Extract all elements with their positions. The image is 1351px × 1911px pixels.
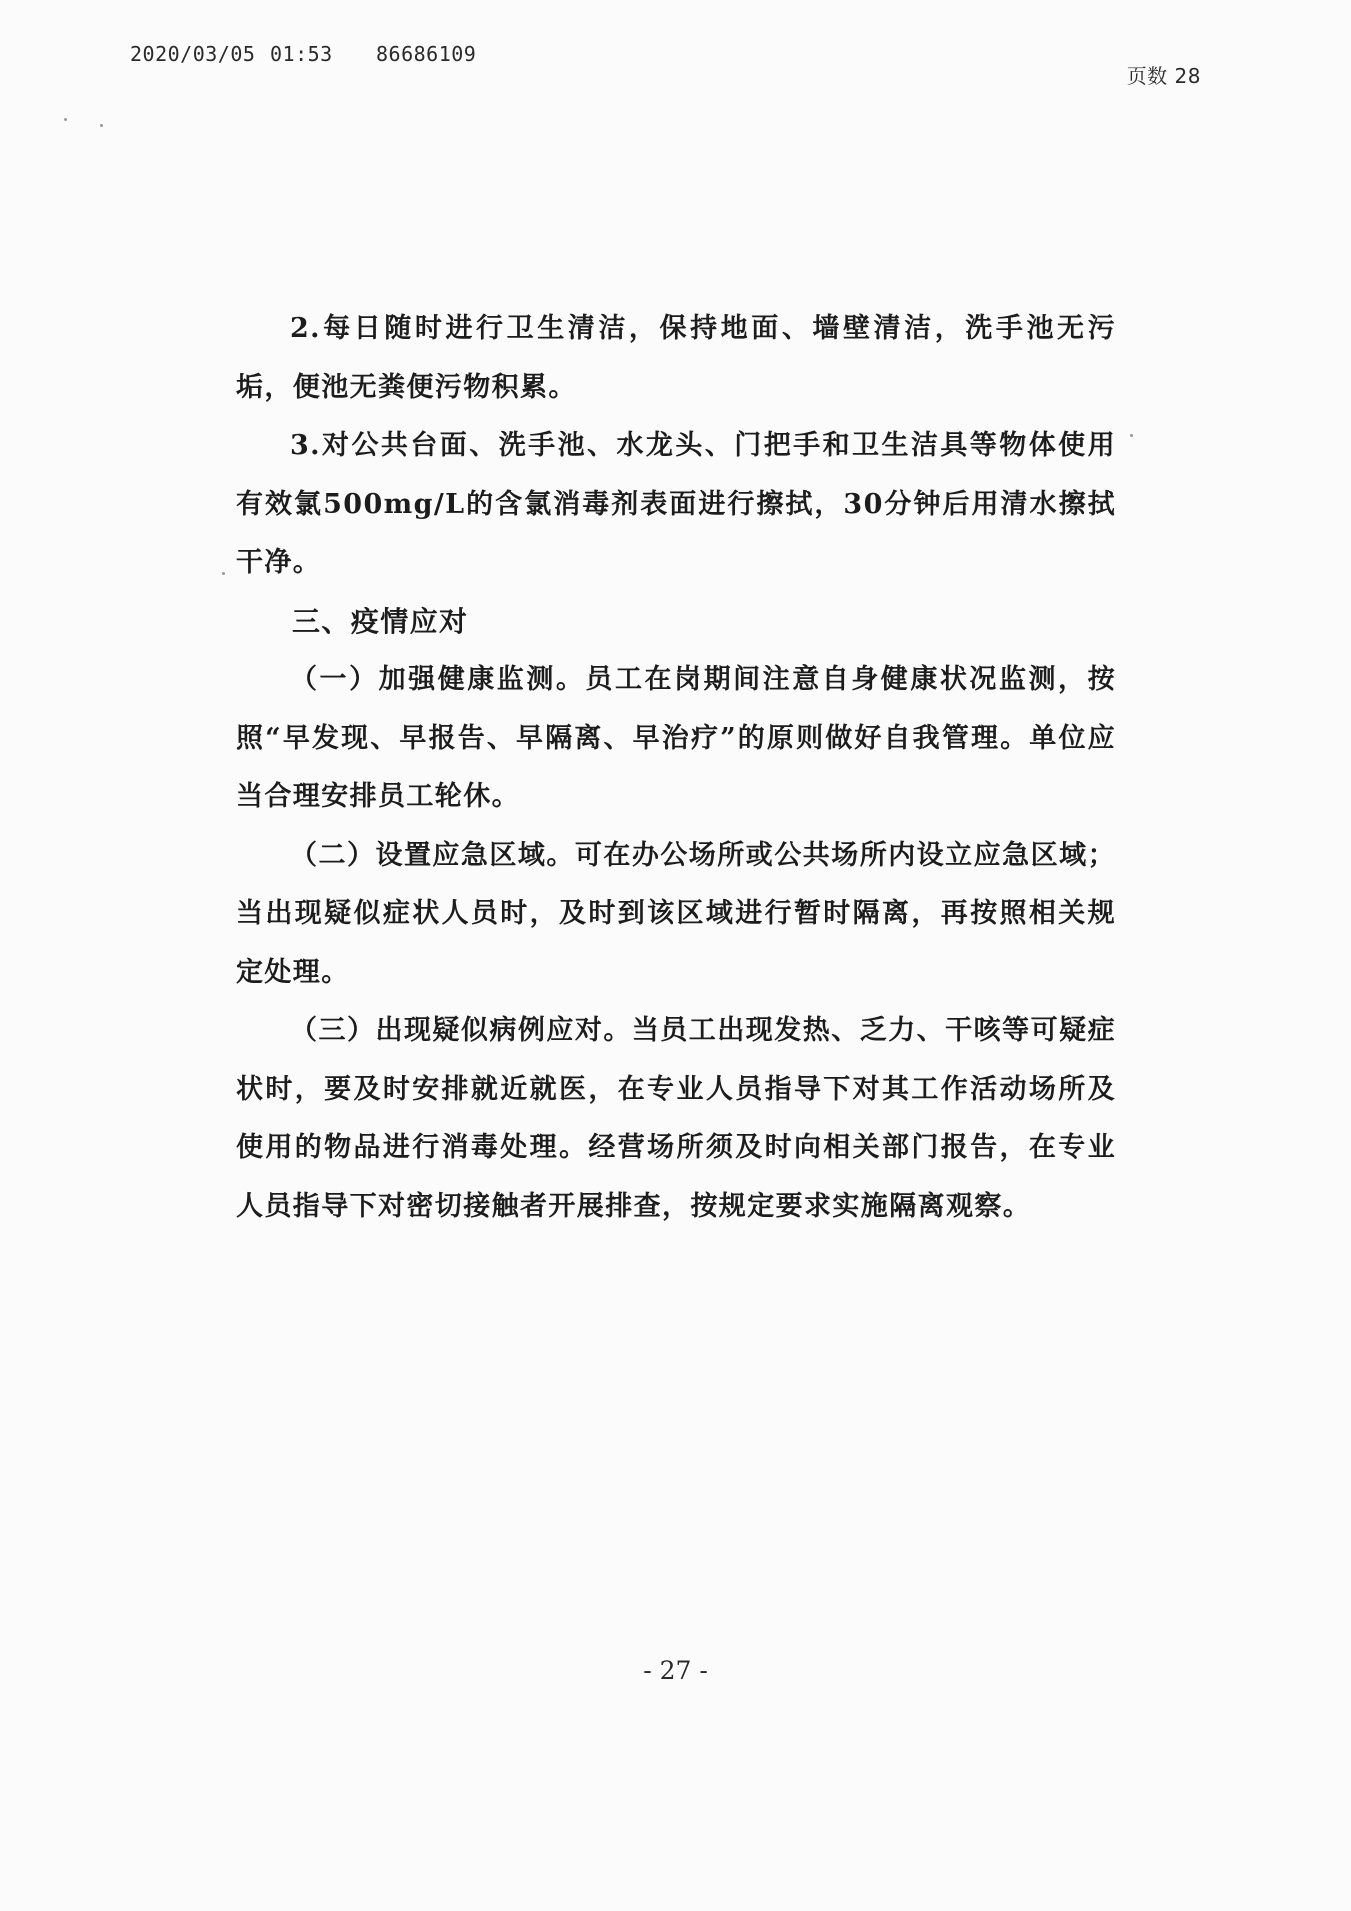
fax-date: 2020/03/05 [130,42,256,66]
page-number: - 27 - [643,1656,708,1685]
document-body [236,300,1116,1236]
section-heading: 三、疫情应对 [292,604,469,638]
fax-header [130,42,1201,88]
scan-speck [100,124,103,127]
fax-number: 86686109 [376,42,477,66]
scan-speck [222,572,225,575]
paragraph-suspected-case: （三）出现疑似病例应对。当员工出现发热、乏力、干咳等可疑症状时，要及时安排就近就医，在专业人员指导下对其工作活动场所及使用的物品进行消毒处理。经营场所须及时向相关部门报告，在专业人员指导下对密切接触者开展排查，按规定要求实施隔离观察。 [236,1015,1116,1222]
paragraph-health-monitoring: （一）加强健康监测。员工在岗期间注意自身健康状况监测，按照“早发现、早报告、早隔离、早治疗”的原则做好自我管理。单位应当合理安排员工轮休。 [236,664,1116,812]
fax-page-count: 页数 28 [1126,64,1201,88]
scan-speck [64,118,67,121]
paragraph-item-3: 3.对公共台面、洗手池、水龙头、门把手和卫生洁具等物体使用有效氯500mg/L的含氯消毒剂表面进行擦拭，30分钟后用清水擦拭干净。 [236,430,1116,578]
paragraph-emergency-area: （二）设置应急区域。可在办公场所或公共场所内设立应急区域；当出现疑似症状人员时，及时到该区域进行暂时隔离，再按照相关规定处理。 [236,839,1116,988]
fax-time: 01:53 [270,42,333,66]
scan-speck [1130,434,1133,437]
paragraph-item-2: 2.每日随时进行卫生清洁，保持地面、墙壁清洁，洗手池无污垢，便池无粪便污物积累。 [236,313,1116,403]
